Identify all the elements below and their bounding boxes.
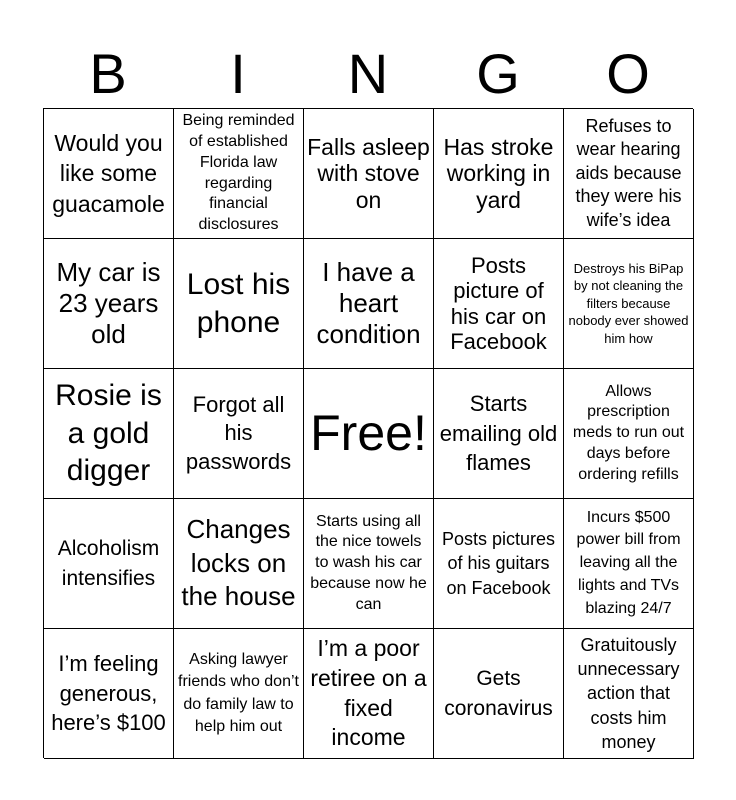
header-letter-i: I [230, 42, 246, 105]
cell-text: Has stroke working in yard [443, 133, 554, 213]
bingo-cell-r4c3[interactable] [304, 499, 434, 629]
cell-text: I have a heart condition [316, 256, 421, 350]
bingo-cell-r2c5[interactable] [564, 239, 694, 369]
cell-text: I’m feeling generous, here’s $100 [51, 650, 166, 736]
bingo-cell-r3c3[interactable] [304, 369, 434, 499]
bingo-cell-r1c2[interactable] [174, 109, 304, 239]
bingo-cell-r5c2[interactable] [174, 629, 304, 759]
bingo-cell-r5c1[interactable] [44, 629, 174, 759]
bingo-cell-r2c1[interactable] [44, 239, 174, 369]
bingo-cell-r5c5[interactable] [564, 629, 694, 759]
free-space: Free! [310, 405, 427, 461]
cell-text: Refuses to wear hearing aids because they were his wife’s idea [575, 116, 682, 230]
header-letter-o: O [606, 42, 650, 105]
header-letter-b: B [89, 42, 127, 105]
cell-text: My car is 23 years old [56, 256, 161, 350]
cell-text: Asking lawyer friends who don’t do family law to help him out [178, 650, 299, 735]
cell-text: Posts pictures of his guitars on Facebook [441, 529, 556, 598]
cell-text: Changes locks on the house [181, 513, 296, 612]
bingo-cell-r5c4[interactable] [434, 629, 564, 759]
cell-text: Allows prescription meds to run out days before ordering refills [572, 382, 685, 483]
cell-text: Starts emailing old flames [439, 390, 558, 476]
bingo-cell-r4c1[interactable] [44, 499, 174, 629]
bingo-cell-r3c4[interactable] [434, 369, 564, 499]
bingo-cell-r3c5[interactable] [564, 369, 694, 499]
cell-text: Falls asleep with stove on [307, 133, 430, 213]
bingo-cell-r1c1[interactable] [44, 109, 174, 239]
cell-text: Posts picture of his car on Facebook [450, 252, 547, 354]
cell-text: Forgot all his passwords [185, 391, 292, 474]
header-letter-g: G [476, 42, 520, 105]
header-letter-n: N [347, 42, 389, 105]
cell-text: Being reminded of established Florida law regarding financial disclosures [182, 112, 295, 234]
bingo-cell-r3c2[interactable] [174, 369, 304, 499]
bingo-cell-r1c3[interactable] [304, 109, 434, 239]
cell-text: Starts using all the nice towels to wash his car because now he can [310, 512, 427, 613]
cell-text: Destroys his BiPap by not cleaning the filters because nobody ever showed him how [568, 260, 689, 346]
bingo-cell-r1c5[interactable] [564, 109, 694, 239]
bingo-cell-r4c5[interactable] [564, 499, 694, 629]
bingo-cell-r1c4[interactable] [434, 109, 564, 239]
cell-text: Incurs $500 power bill from leaving all the lights and TVs blazing 24/7 [576, 508, 681, 617]
cell-text: Alcoholism intensifies [57, 537, 160, 590]
bingo-board [43, 108, 693, 758]
bingo-cell-r2c3[interactable] [304, 239, 434, 369]
bingo-cell-r5c3[interactable] [304, 629, 434, 759]
cell-text: I’m a poor retiree on a fixed income [310, 634, 427, 751]
bingo-cell-r4c2[interactable] [174, 499, 304, 629]
cell-text: Would you like some guacamole [52, 129, 165, 217]
cell-text: Gets coronavirus [444, 667, 553, 720]
bingo-cell-r2c2[interactable] [174, 239, 304, 369]
cell-text: Rosie is a gold digger [55, 379, 162, 488]
bingo-cell-r2c4[interactable] [434, 239, 564, 369]
bingo-cell-r3c1[interactable] [44, 369, 174, 499]
cell-text: Gratuitously unnecessary action that costs him money [577, 634, 680, 752]
cell-text: Lost his phone [186, 268, 291, 339]
bingo-cell-r4c4[interactable] [434, 499, 564, 629]
bingo-header [43, 40, 693, 108]
